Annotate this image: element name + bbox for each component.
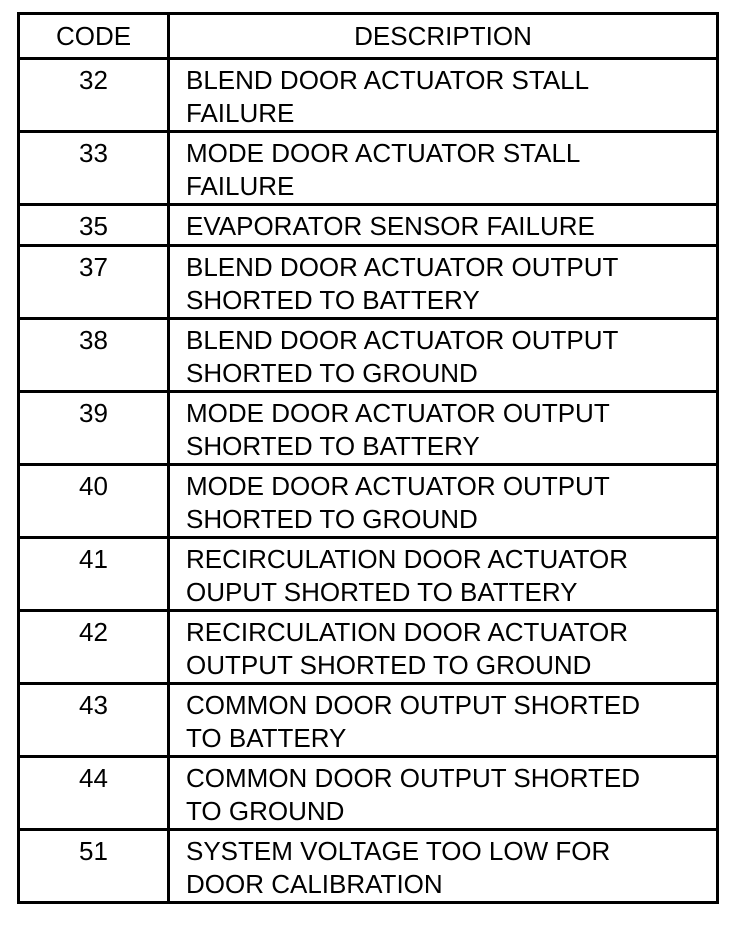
- fault-code-table: [17, 12, 719, 904]
- description-cell: BLEND DOOR ACTUATOR OUTPUT SHORTED TO BATTERY: [169, 246, 718, 319]
- description-cell: EVAPORATOR SENSOR FAILURE: [169, 205, 718, 246]
- code-cell: 33: [19, 132, 169, 205]
- table-row: [19, 830, 718, 903]
- table-row: [19, 538, 718, 611]
- header-code: CODE: [19, 14, 169, 59]
- code-cell: 39: [19, 392, 169, 465]
- code-cell: 44: [19, 757, 169, 830]
- table-row: [19, 611, 718, 684]
- code-cell: 41: [19, 538, 169, 611]
- table-row: [19, 757, 718, 830]
- table-row: [19, 465, 718, 538]
- code-cell: 43: [19, 684, 169, 757]
- table-row: [19, 59, 718, 132]
- description-cell: MODE DOOR ACTUATOR OUTPUT SHORTED TO GROUND: [169, 465, 718, 538]
- code-cell: 37: [19, 246, 169, 319]
- description-cell: SYSTEM VOLTAGE TOO LOW FOR DOOR CALIBRATION: [169, 830, 718, 903]
- code-cell: 38: [19, 319, 169, 392]
- header-row: [19, 14, 718, 59]
- code-cell: 42: [19, 611, 169, 684]
- code-cell: 51: [19, 830, 169, 903]
- table-row: [19, 246, 718, 319]
- code-cell: 40: [19, 465, 169, 538]
- table-row: [19, 684, 718, 757]
- description-cell: RECIRCULATION DOOR ACTUATOR OUTPUT SHORTED TO GROUND: [169, 611, 718, 684]
- description-cell: MODE DOOR ACTUATOR OUTPUT SHORTED TO BATTERY: [169, 392, 718, 465]
- description-cell: BLEND DOOR ACTUATOR STALL FAILURE: [169, 59, 718, 132]
- description-cell: COMMON DOOR OUTPUT SHORTED TO BATTERY: [169, 684, 718, 757]
- table-row: [19, 319, 718, 392]
- description-cell: COMMON DOOR OUTPUT SHORTED TO GROUND: [169, 757, 718, 830]
- description-cell: BLEND DOOR ACTUATOR OUTPUT SHORTED TO GROUND: [169, 319, 718, 392]
- description-cell: RECIRCULATION DOOR ACTUATOR OUPUT SHORTED TO BATTERY: [169, 538, 718, 611]
- code-cell: 35: [19, 205, 169, 246]
- header-description: DESCRIPTION: [169, 14, 718, 59]
- table-body: [19, 59, 718, 903]
- description-cell: MODE DOOR ACTUATOR STALL FAILURE: [169, 132, 718, 205]
- table-row: [19, 205, 718, 246]
- code-cell: 32: [19, 59, 169, 132]
- table-row: [19, 132, 718, 205]
- table-row: [19, 392, 718, 465]
